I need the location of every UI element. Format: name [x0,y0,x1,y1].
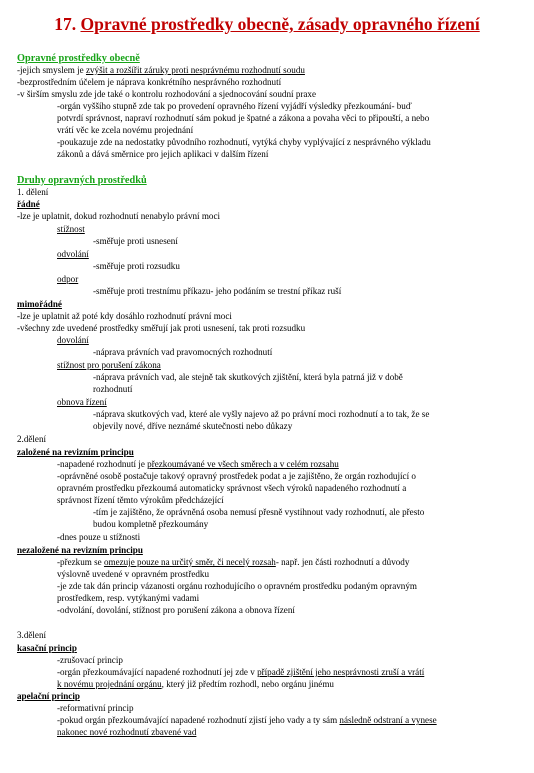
text-line: -pokud orgán přezkoumávající napadené rozhodnutí zjistí jeho vady a ty sám následně odstraní a vynese [57,715,437,725]
text-line: -všechny zde uvedené prostředky směřují jak proti usnesení, tak proti rozsudku [17,323,306,333]
title-number: 17. [54,14,77,34]
text-line: -směřuje proti rozsudku [93,261,180,271]
text-line: výslovně uvedené v opravném prostředku [57,569,210,579]
text-line: potvrdí správnost, napraví rozhodnutí sám pokud je špatné a zákona a povaha věci to připouští, a nebo [57,113,430,123]
remedy-name: odpor [57,274,79,284]
text-line: -je zde tak dán princip vázanosti orgánu rozhodujícího o opravném prostředku podaným opravným [57,581,417,591]
title-text: Opravné prostředky obecně, zásady opravného řízení [80,14,480,34]
text-line: vrátí věc ke zcela novému projednání [57,125,194,135]
text-line: -orgán vyššího stupně zde tak po provedení opravného řízení vyjádří výsledky přezkoumání- buď [57,101,412,111]
text-line: -náprava skutkových vad, které ale vyšly najevo až po právní moci rozhodnutí a to tak, že se [93,409,430,419]
remedy-name: stížnost pro porušení zákona [57,360,161,370]
remedy-name: obnova řízení [57,397,107,407]
text-line: -zrušovací princip [57,655,123,665]
category-heading: apelační princip [17,691,80,701]
text-line: -lze je uplatnit, dokud rozhodnutí nenabylo právní moci [17,211,221,221]
text-line: -reformativní princip [57,703,134,713]
text-line: -odvolání, dovolání, stížnost pro porušení zákona a obnova řízení [57,605,295,615]
text-line: -náprava právních vad, ale stejně tak skutkových zjištění, která byla patrná již v době [93,372,403,382]
text-line: budou kompletně přezkoumány [93,519,209,529]
category-heading: řádné [17,199,40,209]
text-line: nakonec nové rozhodnutí zbavené vad [57,727,197,737]
section-heading-types: Druhy opravných prostředků [17,175,147,186]
text-line: 2.dělení [17,434,47,444]
text-line: -jejich smyslem je zvýšit a rozšířit záruky proti nesprávnému rozhodnutí soudu [17,65,305,75]
category-heading: založené na revizním principu [17,447,134,457]
text-line: -směřuje proti usnesení [93,236,178,246]
remedy-name: odvolání [57,249,89,259]
text-line: rozhodnutí [93,384,133,394]
section-heading-general: Opravné prostředky obecně [17,53,140,64]
text-line: -tím je zajištěno, že oprávněná osoba nemusí přesně vystihnout vady rozhodnutí, ale přesto [93,507,425,517]
category-heading: kasační princip [17,643,77,653]
category-heading: mimořádné [17,299,62,309]
text-line: -směřuje proti trestnímu příkazu- jeho podáním se trestní příkaz ruší [93,286,342,296]
text-line: -poukazuje zde na nedostatky původního rozhodnutí, vytýká chyby vyplývající z nesprávného výkladu [57,137,431,147]
text-line: k novému projednání orgánu, který již předtím rozhodl, nebo orgánu jinému [57,679,334,689]
text-line: -orgán přezkoumávající napadené rozhodnutí jej zde v případě zjištění jeho nesprávnosti zruší a vrátí [57,667,425,677]
text-line: prostředkem, resp. vytýkanými vadami [57,593,200,603]
text-line: -lze je uplatnit až poté kdy dosáhlo rozhodnutí právní moci [17,311,232,321]
text-line: objevily nové, dříve neznámé skutečnosti nebo důkazy [93,421,293,431]
remedy-name: stížnost [57,224,85,234]
text-line: -přezkum se omezuje pouze na určitý směr, či necelý rozsah- např. jen části rozhodnutí a důvody [57,557,410,567]
text-line: -náprava právních vad pravomocných rozhodnutí [93,347,273,357]
text-line: zákonů a dává směrnice pro jejich aplikaci v dalším řízení [57,149,269,159]
text-line: 1. dělení [17,187,49,197]
category-heading: nezaložené na revizním principu [17,545,143,555]
text-line: správnost řízení těmto výrokům předcházející [57,495,224,505]
text-line: 3.dělení [17,630,47,640]
text-line: -napadené rozhodnutí je přezkoumávané ve všech směrech a v celém rozsahu [57,459,339,469]
page-title [0,13,534,35]
text-line: opravném prostředku přezkoumá automaticky správnost všech výroků napadeného rozhodnutí a [57,483,407,493]
text-line: -oprávněné osobě postačuje takový opravný prostředek podat a je zajištěno, že orgán rozhodující o [57,471,416,481]
text-line: -dnes pouze u stížnosti [57,532,141,542]
remedy-name: dovolání [57,335,89,345]
text-line: -bezprostředním účelem je náprava konkrétního nesprávného rozhodnutí [17,77,282,87]
text-line: -v širším smyslu zde jde také o kontrolu rozhodování a sjednocování soudní praxe [17,89,317,99]
